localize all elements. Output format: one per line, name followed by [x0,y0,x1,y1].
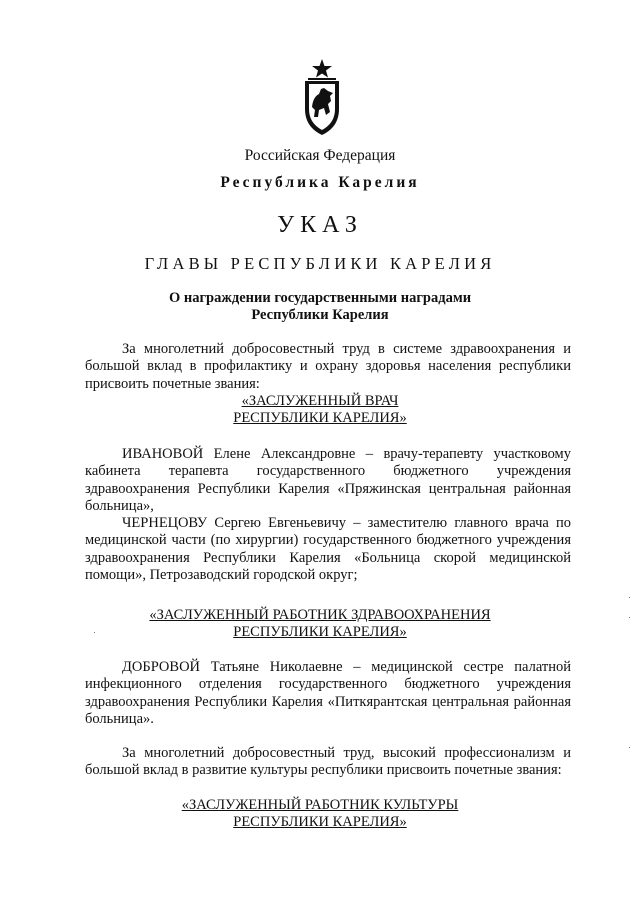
title-honored-doctor [0,393,640,428]
award-chernetsov-paragraph: ЧЕРНЕЦОВУ Сергею Евгеньевичу – заместителю главного врача по медицинской части (по хирургии) государственного бюджетного учреждения здравоохранения Республики Карелия «Больница скорой медицинской помощи», Петрозаводский городской округ; [85,515,571,583]
award-dobrova-paragraph: ДОБРОВОЙ Татьяне Николаевне – медицинской сестре палатной инфекционного отделения государственного бюджетного учреждения здравоохранения Республики Карелия «Питкярантская центральная районная больница». [85,659,571,727]
scan-speck [629,617,630,618]
title-honored-culture-worker [0,797,640,832]
intro-culture-paragraph: За многолетний добросовестный труд, высокий профессионализм и большой вклад в развитие культуры республики присвоить почетные звания: [85,745,571,779]
title-line: «ЗАСЛУЖЕННЫЙ ВРАЧ [241,393,399,409]
title-line: РЕСПУБЛИКИ КАРЕЛИЯ» [233,814,407,831]
scan-speck [94,632,95,633]
title-line: «ЗАСЛУЖЕННЫЙ РАБОТНИК КУЛЬТУРЫ [181,797,459,813]
subject-line: О награждении государственными наградами [168,290,472,306]
title-honored-health-worker [0,607,640,642]
federation-name: Российская Федерация [244,147,396,164]
title-line: «ЗАСЛУЖЕННЫЙ РАБОТНИК ЗДРАВООХРАНЕНИЯ [149,607,491,623]
scan-speck [629,597,630,598]
document-type: УКАЗ [277,212,363,238]
decree-subject [0,290,640,324]
title-line: РЕСПУБЛИКИ КАРЕЛИЯ» [233,624,407,641]
scan-speck [629,747,630,748]
republic-name: Республика Карелия [220,174,420,191]
issuer-title: ГЛАВЫ РЕСПУБЛИКИ КАРЕЛИЯ [144,254,496,273]
intro-health-paragraph: За многолетний добросовестный труд в системе здравоохранения и большой вклад в профилактику и охрану здоровья населения республики присвоить почетные звания: [85,341,571,392]
title-line: РЕСПУБЛИКИ КАРЕЛИЯ» [233,410,407,427]
karelia-coat-of-arms-icon [297,57,347,137]
award-ivanova-paragraph: ИВАНОВОЙ Елене Александровне – врачу-терапевту участковому кабинета терапевта государственного бюджетного учреждения здравоохранения Республики Карелия «Пряжинская центральная районная больница», [85,446,571,514]
subject-line: Республики Карелия [251,307,389,323]
